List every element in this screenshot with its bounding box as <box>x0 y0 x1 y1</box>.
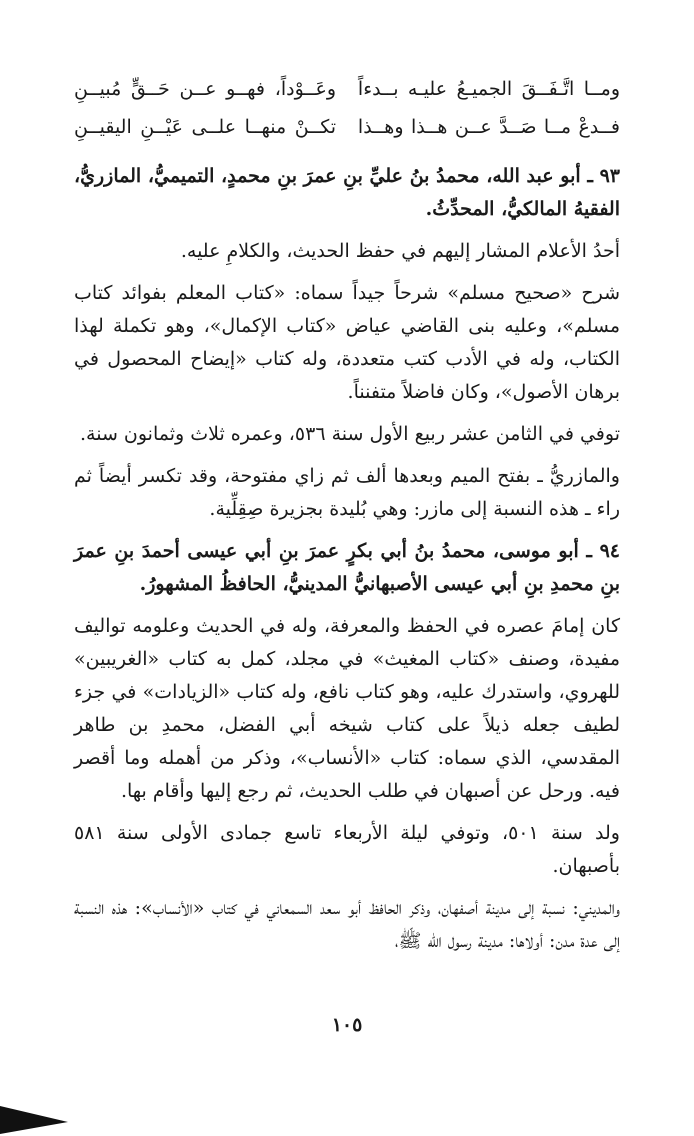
biography-entry-heading: ٩٤ ـ أبو موسى، محمدُ بنُ أبي بكرٍ عمرَ بنِ أبي عيسى أحمدَ بنِ عمرَ بنِ محمدِ بنِ أبي عيسى الأصبهانيُّ المدينيُّ، الحافظُ المشهورُ. <box>74 540 620 595</box>
paragraph: أحدُ الأعلام المشار إليهم في حفظ الحديث، والكلامِ عليه. <box>180 240 620 262</box>
paragraph: شرح «صحيح مسلم» شرحاً جيداً سماه: «كتاب المعلم بفوائد كتاب مسلم»، وعليه بنى القاضي عياض «كتاب الإكمال»، وهو تكملة لهذا الكتاب، وله في الأدب كتب متعددة، وله كتاب «إيضاح المحصول في برهان الأصول»، وكان فاضلاً متفنناً. <box>74 282 620 403</box>
poem-hemistich-left: تكــنْ منهــا علــى عَيْــنِ اليقيــنِ <box>74 116 337 138</box>
paragraph: كان إمامَ عصره في الحفظ والمعرفة، وله في الحديث وعلومه تواليف مفيدة، وصنف «كتاب المغيث» في مجلد، كمل به كتاب «الغريبين» للهروي، واستدرك عليه، وهو كتاب نافع، وله كتاب «الزيادات» في جزء لطيف جعله ذيلاً على كتاب شيخه أبي الفضل، محمدِ بن طاهر المقدسي، الذي سماه: كتاب «الأنساب»، وذكر من أهمله وما أقصر فيه. ورحل عن أصبهان في طلب الحديث، ثم رجع إليها وأقام بها. <box>74 615 620 802</box>
paragraph: والمديني: نسبة إلى مدينة أصفهان، وذكر الحافظ أبو سعد السمعاني في كتاب «الأنساب»: هذه النسبة إلى عدة مدن: أولاها: مدينة رسول الله ﷺ، <box>74 897 620 952</box>
biography-entry-heading: ٩٣ ـ أبو عبد الله، محمدُ بنُ عليِّ بنِ عمرَ بنِ محمدٍ، التميميُّ، المازريُّ، الفقيهُ المالكيُّ، المحدِّثُ. <box>74 165 620 220</box>
page-number: ١٠٥ <box>331 1014 363 1036</box>
poem-verse <box>74 70 620 108</box>
paragraph: والمازريُّ ـ بفتح الميم وبعدها ألف ثم زاي مفتوحة، وقد تكسر أيضاً ثم راء ـ هذه النسبة إلى مازر: وهي بُليدة بجزيرة صِقِلِّية. <box>74 465 620 520</box>
paragraph: ولد سنة ٥٠١، وتوفي ليلة الأربعاء تاسع جمادى الأولى سنة ٥٨١ بأصبهان. <box>74 822 620 877</box>
paragraph: توفي في الثامن عشر ربيع الأول سنة ٥٣٦، وعمره ثلاث وثمانون سنة. <box>79 423 620 445</box>
page-body <box>74 70 620 967</box>
poem-hemistich-right: ومــا اتَّـفَــقَ الجميـعُ عليـه بــدءاً <box>357 78 620 100</box>
poem <box>74 70 620 146</box>
poem-verse <box>74 108 620 146</box>
poem-hemistich-right: فــدعْ مــا صَــدَّ عــن هــذا وهــذا <box>357 116 620 138</box>
poem-hemistich-left: وعَــوْداً، فهــو عــن حَــقٍّ مُبيــنِ <box>74 78 337 100</box>
